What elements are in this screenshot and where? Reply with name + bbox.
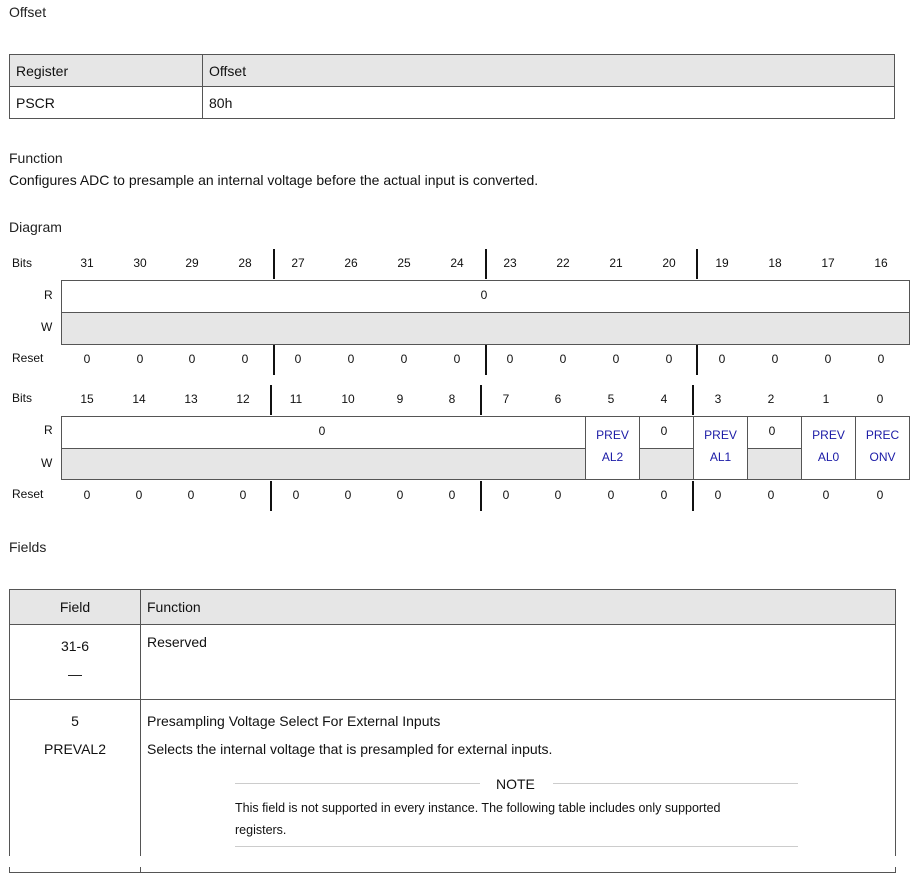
reset-value-bit-6: 0 <box>554 488 562 502</box>
bit2-w-cell <box>747 448 802 480</box>
lower-sep-top-3 <box>692 385 694 415</box>
reset-value-bit-1: 0 <box>822 488 830 502</box>
bit-number-3: 3 <box>714 392 722 406</box>
field-bits-preval2: 5 <box>71 713 79 729</box>
bit-number-9: 9 <box>396 392 404 406</box>
bit-number-11: 11 <box>289 392 303 406</box>
register-name-cell: PSCR <box>10 87 203 119</box>
reset-value-bit-30: 0 <box>136 352 144 366</box>
bit4-w-cell <box>639 448 694 480</box>
reset-value-bit-25: 0 <box>400 352 408 366</box>
field-preval1-name-2: AL1 <box>709 450 732 464</box>
offset-header: Offset <box>203 55 895 87</box>
reset-value-bit-27: 0 <box>294 352 302 366</box>
note-text: This field is not supported in every instance. The following table includes only supported registers. <box>235 801 721 837</box>
bit-number-25: 25 <box>397 256 411 270</box>
reset-value-bit-23: 0 <box>506 352 514 366</box>
bit-number-10: 10 <box>341 392 355 406</box>
upper-sep-top-1 <box>273 249 275 279</box>
register-header: Register <box>10 55 203 87</box>
bit-number-5: 5 <box>607 392 615 406</box>
r-label-lower: R <box>44 423 53 437</box>
table-row <box>10 625 896 700</box>
reset-value-bit-15: 0 <box>83 488 91 502</box>
reset-value-bit-13: 0 <box>187 488 195 502</box>
reset-value-bit-26: 0 <box>347 352 355 366</box>
bit-number-14: 14 <box>132 392 146 406</box>
bit4-r-value: 0 <box>660 424 668 438</box>
bit-number-24: 24 <box>450 256 464 270</box>
bit-number-22: 22 <box>556 256 570 270</box>
bit-number-16: 16 <box>874 256 888 270</box>
reset-value-bit-8: 0 <box>448 488 456 502</box>
reset-value-bit-22: 0 <box>559 352 567 366</box>
upper-r-value: 0 <box>480 288 488 302</box>
reset-value-bit-14: 0 <box>135 488 143 502</box>
offset-heading: Offset <box>9 4 47 20</box>
register-offset-table <box>9 54 895 119</box>
field-preval0-name-2: AL0 <box>817 450 840 464</box>
bits-label-lower: Bits <box>12 391 33 405</box>
bit-number-18: 18 <box>768 256 782 270</box>
bit-number-8: 8 <box>448 392 456 406</box>
w-label-lower: W <box>41 456 53 470</box>
upper-sep-top-3 <box>696 249 698 279</box>
bit-number-31: 31 <box>80 256 94 270</box>
upper-sep-bot-2 <box>485 345 487 375</box>
reset-value-bit-19: 0 <box>718 352 726 366</box>
bits-label-upper: Bits <box>12 256 33 270</box>
lower-sep-top-1 <box>270 385 272 415</box>
field-function-reserved: Reserved <box>147 634 207 650</box>
reset-label-upper: Reset <box>12 351 44 365</box>
note-rule-right <box>553 783 798 784</box>
diagram-heading: Diagram <box>9 219 62 235</box>
reset-value-bit-0: 0 <box>876 488 884 502</box>
r-label-upper: R <box>44 288 53 302</box>
bit-number-30: 30 <box>133 256 147 270</box>
lower-sep-bot-3 <box>692 481 694 511</box>
reset-value-bit-18: 0 <box>771 352 779 366</box>
field-preval0-name-1: PREV <box>812 428 845 442</box>
offset-value-cell: 80h <box>203 87 895 119</box>
function-text: Configures ADC to presample an internal voltage before the actual input is converted. <box>9 172 539 188</box>
reset-value-bit-29: 0 <box>188 352 196 366</box>
bit-number-7: 7 <box>502 392 510 406</box>
bit-number-27: 27 <box>291 256 305 270</box>
bit-number-28: 28 <box>238 256 252 270</box>
field-preval2-name-1: PREV <box>596 428 629 442</box>
bit-number-19: 19 <box>715 256 729 270</box>
lower-w-reserved <box>61 448 586 480</box>
reset-value-bit-16: 0 <box>877 352 885 366</box>
field-function-preval2-title: Presampling Voltage Select For External Inputs <box>147 713 441 729</box>
reset-value-bit-2: 0 <box>767 488 775 502</box>
lower-sep-bot-1 <box>270 481 272 511</box>
page-crop <box>0 856 918 867</box>
note-rule-bottom <box>235 846 798 847</box>
reset-value-bit-24: 0 <box>453 352 461 366</box>
lower-sep-top-2 <box>480 385 482 415</box>
function-col-header: Function <box>141 590 896 625</box>
bit-number-17: 17 <box>821 256 835 270</box>
bit-number-23: 23 <box>503 256 517 270</box>
reset-value-bit-11: 0 <box>292 488 300 502</box>
reset-value-bit-12: 0 <box>239 488 247 502</box>
bit-number-4: 4 <box>660 392 668 406</box>
bit-number-12: 12 <box>236 392 250 406</box>
w-label-upper: W <box>41 320 53 334</box>
field-col-header: Field <box>10 590 141 625</box>
field-name-preval2: PREVAL2 <box>44 741 106 757</box>
reset-value-bit-17: 0 <box>824 352 832 366</box>
reset-value-bit-31: 0 <box>83 352 91 366</box>
lower-r-value: 0 <box>318 424 326 438</box>
field-preval1-name-1: PREV <box>704 428 737 442</box>
field-preval2-name-2: AL2 <box>601 450 624 464</box>
field-name-reserved: — <box>68 666 82 682</box>
upper-sep-top-2 <box>485 249 487 279</box>
upper-sep-bot-3 <box>696 345 698 375</box>
reset-value-bit-20: 0 <box>665 352 673 366</box>
bit-number-21: 21 <box>609 256 623 270</box>
bit-number-15: 15 <box>80 392 94 406</box>
field-bits-reserved: 31-6 <box>60 638 90 654</box>
upper-w-row <box>61 312 910 345</box>
bit-number-0: 0 <box>876 392 884 406</box>
note-title: NOTE <box>496 776 535 792</box>
reset-value-bit-9: 0 <box>396 488 404 502</box>
reset-value-bit-10: 0 <box>344 488 352 502</box>
field-function-preval2-desc: Selects the internal voltage that is presampled for external inputs. <box>147 741 553 757</box>
bit-number-13: 13 <box>184 392 198 406</box>
bit-number-6: 6 <box>554 392 562 406</box>
bit-number-1: 1 <box>822 392 830 406</box>
note-rule-left <box>235 783 480 784</box>
reset-value-bit-7: 0 <box>502 488 510 502</box>
bit-number-20: 20 <box>662 256 676 270</box>
bit-number-29: 29 <box>185 256 199 270</box>
reset-value-bit-28: 0 <box>241 352 249 366</box>
function-heading: Function <box>9 150 63 166</box>
lower-sep-bot-2 <box>480 481 482 511</box>
reset-value-bit-3: 0 <box>714 488 722 502</box>
bit-number-26: 26 <box>344 256 358 270</box>
field-preconv-name-1: PREC <box>865 428 900 442</box>
field-preconv-name-2: ONV <box>869 450 896 464</box>
reset-value-bit-5: 0 <box>607 488 615 502</box>
bit-number-2: 2 <box>767 392 775 406</box>
reset-value-bit-4: 0 <box>660 488 668 502</box>
reset-label-lower: Reset <box>12 487 44 501</box>
fields-heading: Fields <box>9 539 47 555</box>
bit2-r-value: 0 <box>768 424 776 438</box>
reset-value-bit-21: 0 <box>612 352 620 366</box>
upper-sep-bot-1 <box>273 345 275 375</box>
